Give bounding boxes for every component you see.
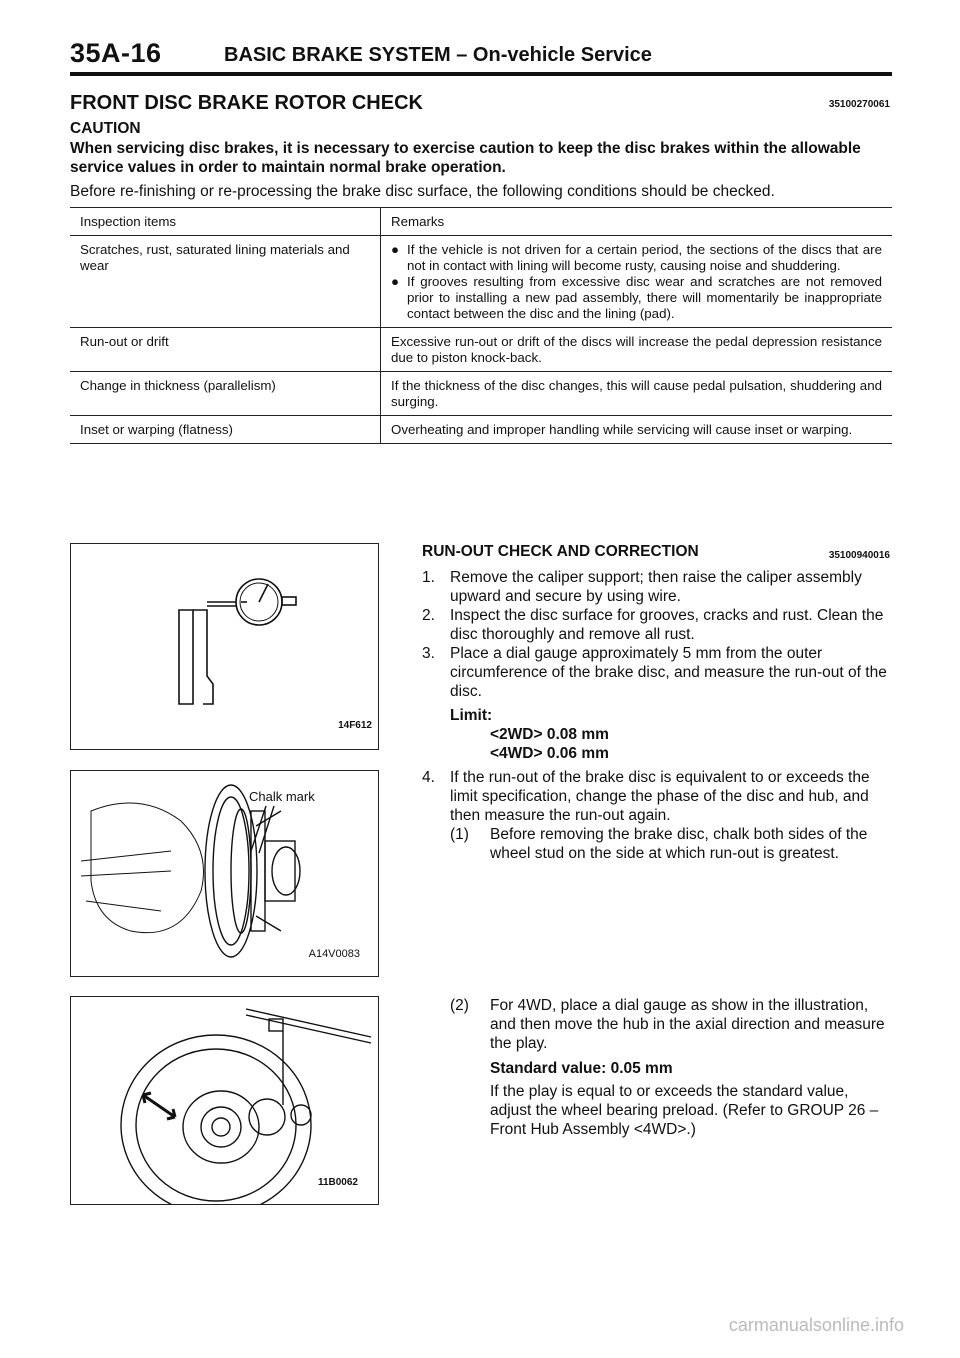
- chalk-mark-label: Chalk mark: [249, 789, 315, 804]
- page-number: 35A-16: [70, 38, 162, 68]
- limit-label: Limit:: [450, 707, 493, 724]
- table-cell-remarks: Excessive run-out or drift of the discs will increase the pedal depression resistance due to piston knock-back.: [381, 328, 893, 372]
- table-header-row: [70, 208, 892, 236]
- bullet-icon: ●: [391, 274, 400, 289]
- sub-list-item: (1) Before removing the brake disc, chalk both sides of the wheel stud on the side at which run-out is greatest.: [450, 826, 868, 862]
- figure-dial-gauge-runout: [70, 543, 379, 750]
- table-header: Remarks: [381, 208, 893, 236]
- list-item: 1. Remove the caliper support; then raise the caliper assembly upward and secure by using wire.: [422, 569, 862, 605]
- table-cell-remarks: Overheating and improper handling while servicing will cause inset or warping.: [381, 416, 893, 444]
- hub-disc-illustration: [71, 771, 378, 976]
- bullet-item: ● If the vehicle is not driven for a certain period, the sections of the discs that are not in contact with lining will become rusty, causing noise and shuddering.: [391, 242, 882, 273]
- table-cell-item: Inset or warping (flatness): [70, 416, 381, 444]
- header-rule: [70, 72, 892, 76]
- runout-step-4wd: [422, 996, 892, 1139]
- hub-play-illustration: [71, 997, 378, 1204]
- table-cell-item: Scratches, rust, saturated lining materials and wear: [70, 236, 381, 328]
- section-title: FRONT DISC BRAKE ROTOR CHECK: [70, 92, 423, 114]
- runout-steps: [422, 568, 892, 863]
- standard-note: If the play is equal to or exceeds the standard value, adjust the wheel bearing preload. (Refer to GROUP 26 – Front Hub Assembly <4WD>.): [490, 1083, 879, 1138]
- limit-2wd: <2WD> 0.08 mm: [490, 726, 609, 743]
- table-row: [70, 372, 892, 416]
- bullet-icon: ●: [391, 242, 400, 257]
- table-cell-remarks: [381, 236, 893, 328]
- limit-4wd: <4WD> 0.06 mm: [490, 745, 609, 762]
- figure-id: 14F612: [338, 720, 372, 731]
- list-item: 3. Place a dial gauge approximately 5 mm from the outer circumference of the brake disc, and measure the run-out of the disc.: [422, 645, 887, 700]
- figure-id: A14V0083: [308, 948, 360, 960]
- table-row: [70, 236, 892, 328]
- figure-hub-axial-play: [70, 996, 379, 1205]
- dial-gauge-illustration: [71, 544, 378, 749]
- intro-text: Before re-finishing or re-processing the brake disc surface, the following conditions should be checked.: [70, 183, 775, 200]
- header-title: BASIC BRAKE SYSTEM – On-vehicle Service: [224, 44, 652, 66]
- section-code: 35100270061: [828, 99, 890, 110]
- caution-label: CAUTION: [70, 120, 141, 137]
- table-cell-item: Run-out or drift: [70, 328, 381, 372]
- list-item: 4. If the run-out of the brake disc is equivalent to or exceeds the limit specification, change the phase of the disc and hub, and then measure the run-out again.: [422, 769, 870, 824]
- sub-list-item: (2) For 4WD, place a dial gauge as show in the illustration, and then move the hub in the axial direction and measure the play.: [450, 997, 885, 1052]
- runout-code: 35100940016: [828, 550, 890, 561]
- table-cell-remarks: If the thickness of the disc changes, this will cause pedal pulsation, shuddering and surging.: [381, 372, 893, 416]
- list-item: 2. Inspect the disc surface for grooves, cracks and rust. Clean the disc thoroughly and remove all rust.: [422, 607, 884, 643]
- figure-chalk-mark: [70, 770, 379, 977]
- table-cell-item: Change in thickness (parallelism): [70, 372, 381, 416]
- table-header: Inspection items: [70, 208, 381, 236]
- watermark: carmanualsonline.info: [728, 1315, 904, 1335]
- figure-id: 11B0062: [317, 1177, 358, 1188]
- inspection-table: [70, 207, 892, 444]
- table-row: [70, 328, 892, 372]
- bullet-item: ● If grooves resulting from excessive disc wear and scratches are not removed prior to installing a new pad assembly, there will momentarily be inappropriate contact between the disc and the lining (pad).: [391, 274, 882, 321]
- standard-value: Standard value: 0.05 mm: [490, 1060, 673, 1077]
- runout-title: RUN-OUT CHECK AND CORRECTION: [422, 543, 699, 560]
- caution-text: When servicing disc brakes, it is necessary to exercise caution to keep the disc brakes within the allowable service values in order to maintain normal brake operation.: [70, 140, 861, 176]
- table-row: [70, 416, 892, 444]
